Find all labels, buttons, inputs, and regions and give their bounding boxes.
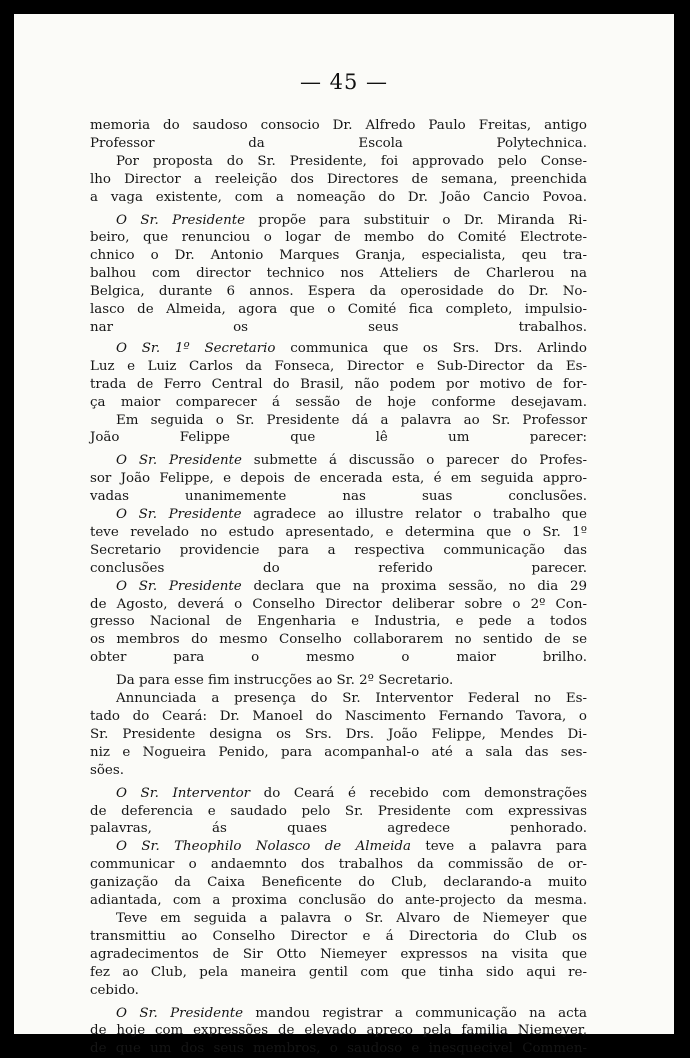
text-line: Por proposta do Sr. Presidente, foi approvado pelo Conse- (116, 154, 587, 169)
text-line: beiro, que renunciou o logar de membo do Comité Electrote- (90, 230, 587, 245)
paragraph (90, 117, 587, 153)
text-line: Professor da Escola Polytechnica. (90, 136, 587, 151)
text-line: adiantada, com a proxima conclusão do ante-projecto da mesma. (90, 893, 587, 908)
text-line: chnico o Dr. Antonio Marques Granja, especialista, qeu tra- (90, 248, 587, 263)
text-line: tado do Ceará: Dr. Manoel do Nascimento Fernando Tavora, o (90, 709, 587, 724)
text-line: fez ao Club, pela maneira gentil com que tinha sido aqui re- (90, 965, 587, 980)
text-line: gresso Nacional de Engenharia e Industria, e pede a todos (90, 614, 587, 629)
text-line: Da para esse fim instrucções ao Sr. 2º Secretario. (116, 673, 453, 688)
speaker-name: O Sr. Presidente (116, 453, 242, 468)
text-line: João Felippe que lê um parecer: (90, 430, 587, 445)
text-line: teve a palavra para (411, 839, 587, 854)
paragraph (90, 506, 587, 578)
paragraph (90, 690, 587, 780)
text-line: vadas unanimemente nas suas conclusões. (90, 489, 587, 504)
speaker-name: O Sr. Presidente (116, 579, 242, 594)
speaker-name: O Sr. Presidente (116, 507, 242, 522)
text-line: Secretario providencie para a respectiva communicação das (90, 543, 587, 558)
speaker-name: O Sr. Presidente (116, 213, 245, 228)
text-line: obter para o mesmo o maior brilho. (90, 650, 587, 665)
text-line: a vaga existente, com a nomeação do Dr. João Cancio Povoa. (90, 190, 587, 205)
text-line: declara que na proxima sessão, no dia 29 (242, 579, 587, 594)
text-line: communicar o andaemnto dos trabalhos da commissão de or- (90, 857, 587, 872)
text-line: cebido. (90, 983, 139, 998)
text-line: Belgica, durante 6 annos. Espera da operosidade do Dr. No- (90, 284, 587, 299)
page-body (90, 117, 587, 1058)
text-line: lho Director a reeleição dos Directores de semana, preenchida (90, 172, 587, 187)
paragraph (90, 838, 587, 910)
text-line: niz e Nogueira Penido, para acompanhal-o até a sala das ses- (90, 745, 587, 760)
document-page (14, 14, 674, 1034)
paragraph (90, 785, 587, 839)
text-line: lasco de Almeida, agora que o Comité fica completo, impulsio- (90, 302, 587, 317)
text-line: Annunciada a presença do Sr. Interventor Federal no Es- (116, 691, 587, 706)
speaker-name: O Sr. Interventor (116, 786, 250, 801)
text-line: Teve em seguida a palavra o Sr. Alvaro de Niemeyer que (116, 911, 587, 926)
speaker-name: O Sr. 1º Secretario (116, 341, 276, 356)
text-line: de que um dos seus membros, o saudoso e inesquecivel Commen- (90, 1041, 587, 1056)
paragraph (90, 153, 587, 207)
paragraph (90, 212, 587, 337)
speaker-name: O Sr. Theophilo Nolasco de Almeida (116, 839, 411, 854)
text-line: ça maior comparecer á sessão de hoje conforme desejavam. (90, 395, 587, 410)
text-line: nar os seus trabalhos. (90, 320, 587, 335)
text-line: do Ceará é recebido com demonstrações (250, 786, 587, 801)
paragraph (90, 452, 587, 506)
text-line: de Agosto, deverá o Conselho Director deliberar sobre o 2º Con- (90, 597, 587, 612)
text-line: palavras, ás quaes agredece penhorado. (90, 821, 587, 836)
paragraph (90, 578, 587, 668)
text-line: os membros do mesmo Conselho collaborarem no sentido de se (90, 632, 587, 647)
text-line: propõe para substituir o Dr. Miranda Ri- (245, 213, 587, 228)
text-line: Luz e Luiz Carlos da Fonseca, Director e Sub-Director da Es- (90, 359, 587, 374)
text-line: agradecimentos de Sir Otto Niemeyer expressos na visita que (90, 947, 587, 962)
paragraph (90, 910, 587, 1000)
text-line: Em seguida o Sr. Presidente dá a palavra ao Sr. Professor (116, 413, 587, 428)
paragraph (90, 672, 587, 690)
paragraph (90, 340, 587, 412)
text-line: de deferencia e saudado pelo Sr. Presidente com expressivas (90, 804, 587, 819)
text-line: de hoje com expressões de elevado apreço pela familia Niemeyer, (90, 1023, 587, 1038)
text-line: memoria do saudoso consocio Dr. Alfredo Paulo Freitas, antigo (90, 118, 587, 133)
text-line: mandou registrar a communicação na acta (243, 1006, 587, 1021)
text-line: communica que os Srs. Drs. Arlindo (276, 341, 588, 356)
text-line: Sr. Presidente designa os Srs. Drs. João Felippe, Mendes Di- (90, 727, 587, 742)
page-number: — 45 — (14, 70, 674, 94)
text-line: submette á discussão o parecer do Profes- (242, 453, 587, 468)
text-line: ganização da Caixa Beneficente do Club, declarando-a muito (90, 875, 587, 890)
text-line: sões. (90, 763, 124, 778)
paragraph (90, 412, 587, 448)
text-line: teve revelado no estudo apresentado, e determina que o Sr. 1º (90, 525, 587, 540)
text-line: agradece ao illustre relator o trabalho que (242, 507, 587, 522)
text-line: trada de Ferro Central do Brasil, não podem por motivo de for- (90, 377, 587, 392)
text-line: balhou com director technico nos Atteliers de Charlerou na (90, 266, 587, 281)
text-line: transmittiu ao Conselho Director e á Directoria do Club os (90, 929, 587, 944)
text-line: sor João Felippe, e depois de encerada esta, é em seguida appro- (90, 471, 587, 486)
text-line: conclusões do referido parecer. (90, 561, 587, 576)
speaker-name: O Sr. Presidente (116, 1006, 243, 1021)
